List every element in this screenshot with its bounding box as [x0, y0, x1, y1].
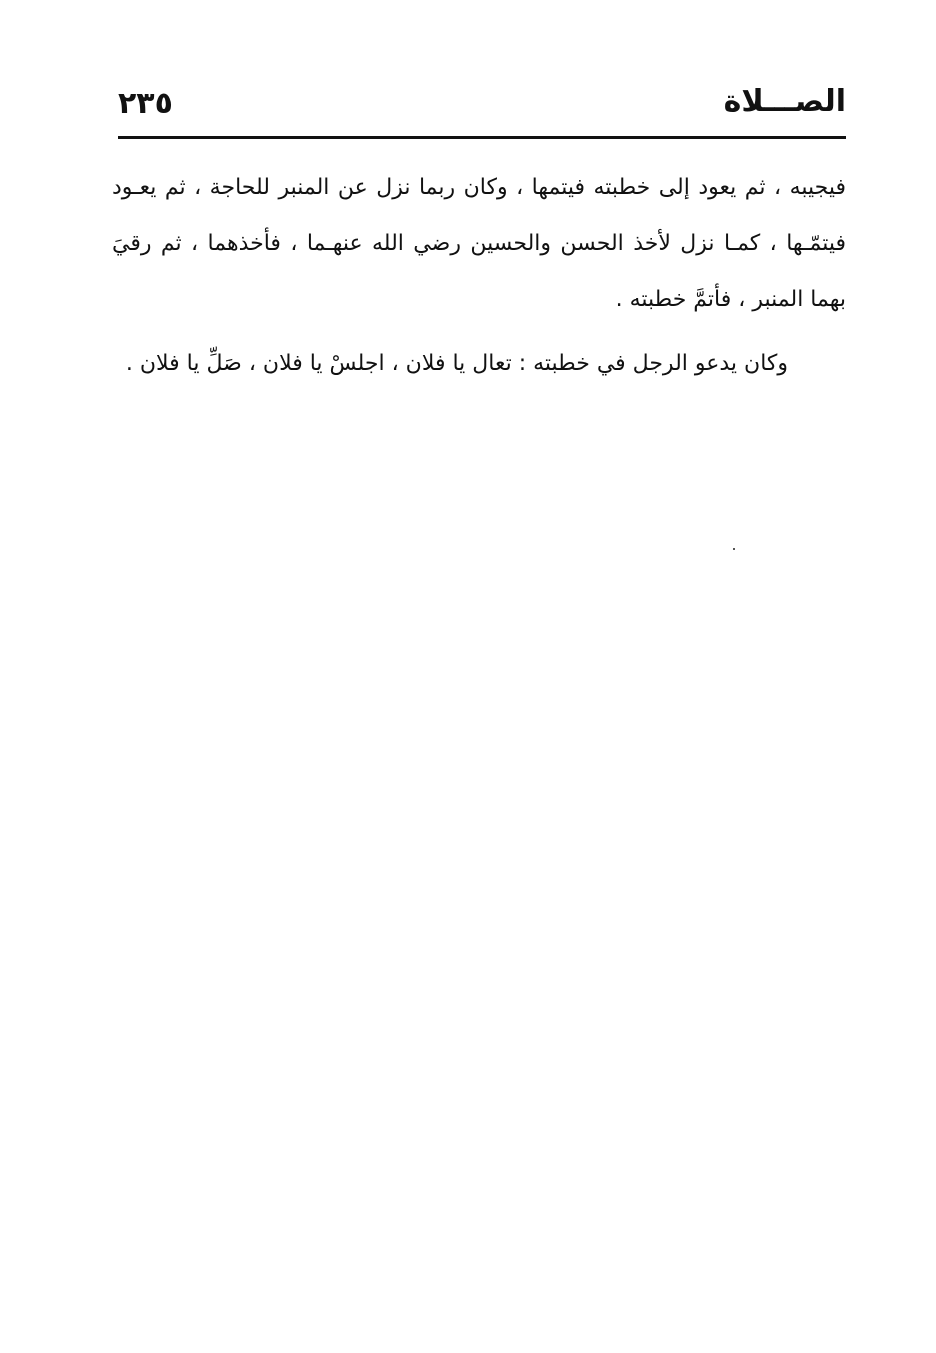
paragraph-1: فيجيبه ، ثم يعود إلى خطبته فيتمها ، وكان ربما نزل عن المنبر للحاجة ، ثم يعـود فيتمّـها ، كمـا نزل لأخذ الحسن والحسين رضي الله عنهـما ، فأخذهما ، ثم رقيَ بهما المنبر ، فأتمَّ خطبته . — [112, 175, 846, 312]
running-title: الصـــلاة — [723, 84, 846, 119]
paragraph-2: وكان يدعو الرجل في خطبته : تعال يا فلان ، اجلسْ يا فلان ، صَلِّ يا فلان . — [125, 351, 788, 376]
page-header — [118, 80, 846, 132]
scan-speck — [733, 548, 735, 550]
body-text — [112, 160, 846, 392]
header-rule — [118, 136, 846, 139]
page-number: ٢٣٥ — [118, 86, 173, 121]
